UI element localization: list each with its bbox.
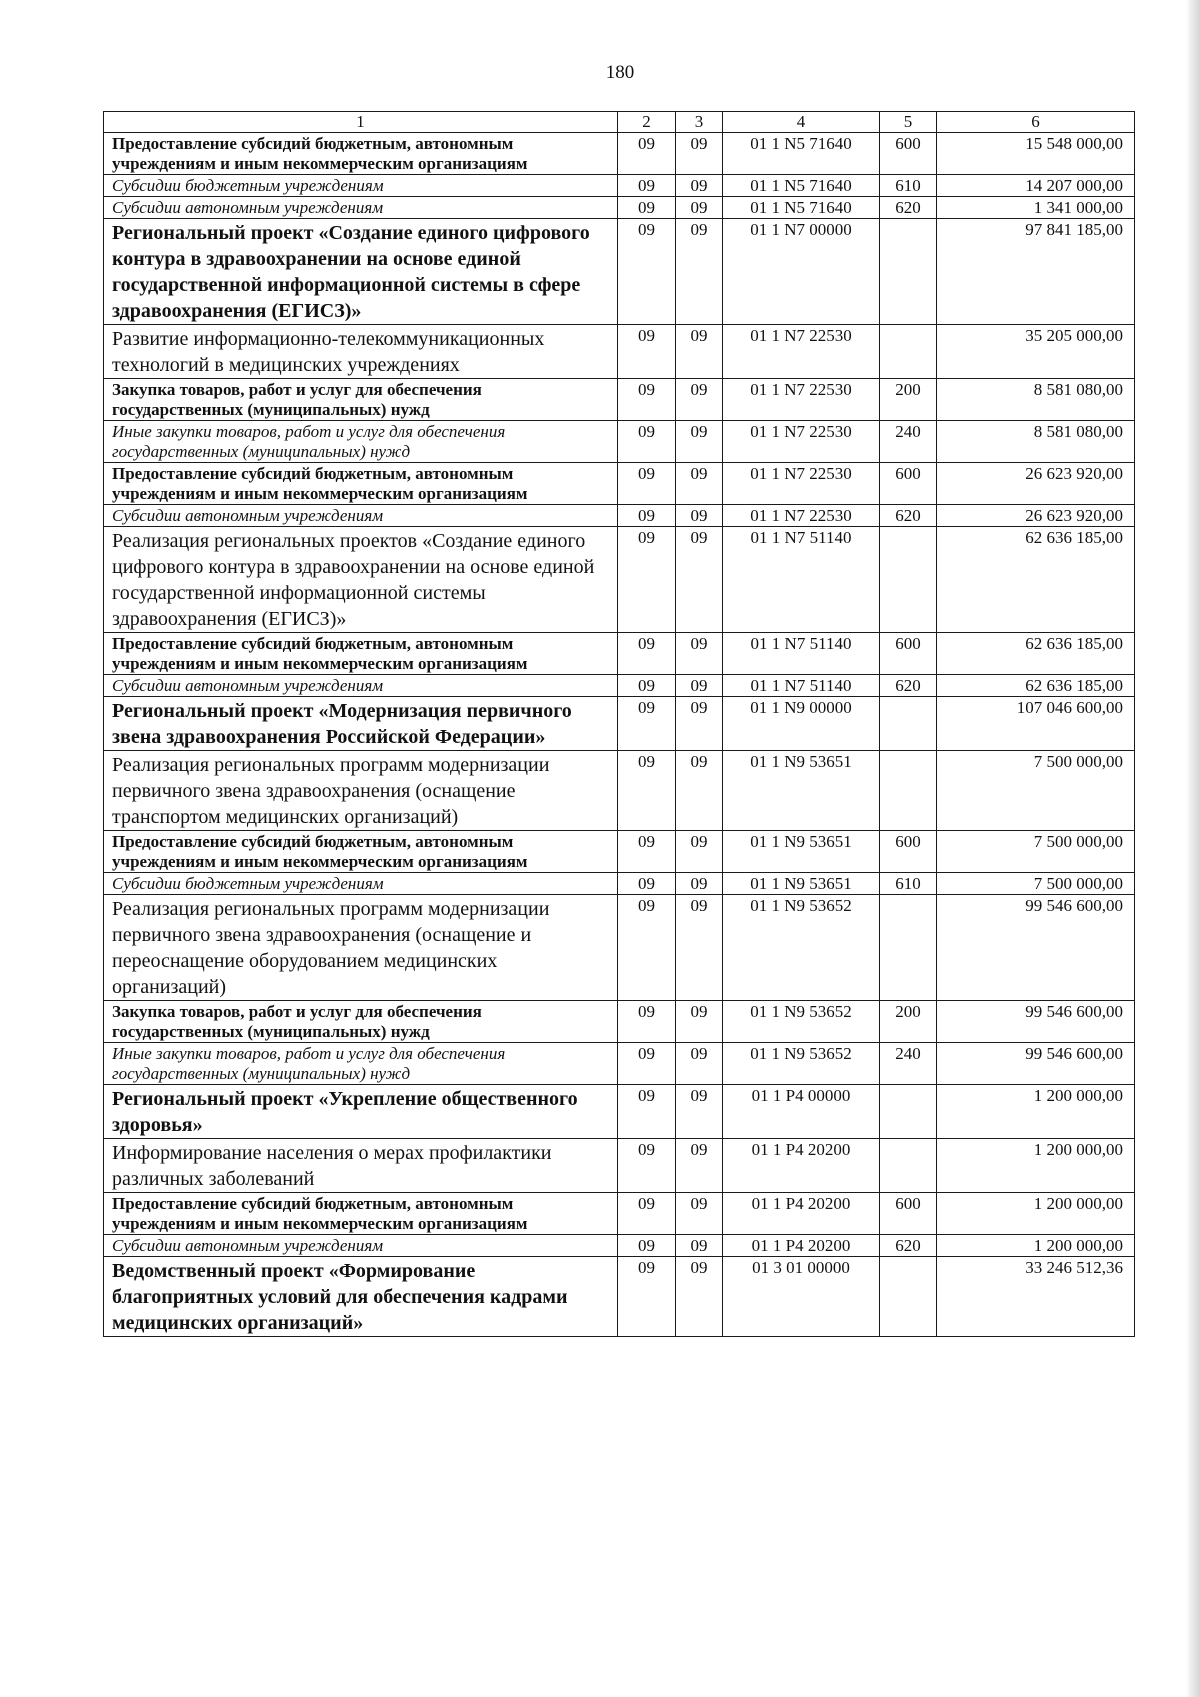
row-amount-cell: 1 200 000,00: [937, 1139, 1135, 1193]
row-subsection-cell: 09: [676, 697, 723, 751]
row-subsection-cell: 09: [676, 873, 723, 895]
row-subsection-cell: 09: [676, 421, 723, 463]
row-target-article-cell: 01 1 P4 20200: [723, 1193, 880, 1235]
row-subsection-cell: 09: [676, 219, 723, 325]
row-subsection-cell: 09: [676, 831, 723, 873]
row-section-cell: 09: [618, 325, 676, 379]
row-subsection-cell: 09: [676, 633, 723, 675]
row-amount-cell: 99 546 600,00: [937, 895, 1135, 1001]
table-body: [104, 112, 1135, 1337]
table-row: [104, 633, 1135, 675]
row-section-cell: 09: [618, 1235, 676, 1257]
row-target-article-cell: 01 3 01 00000: [723, 1257, 880, 1337]
row-amount-cell: 35 205 000,00: [937, 325, 1135, 379]
row-name-cell: Ведомственный проект «Формирование благоприятных условий для обеспечения кадрами медицинских организаций»: [104, 1257, 618, 1337]
row-name-cell: Предоставление субсидий бюджетным, автономным учреждениям и иным некоммерческим организациям: [104, 1193, 618, 1235]
row-target-article-cell: 01 1 N7 51140: [723, 527, 880, 633]
page-number: 180: [605, 62, 635, 83]
row-target-article-cell: 01 1 N9 53651: [723, 873, 880, 895]
table-row: [104, 1257, 1135, 1337]
row-amount-cell: 8 581 080,00: [937, 379, 1135, 421]
table-row: [104, 1193, 1135, 1235]
table-row: [104, 1001, 1135, 1043]
row-section-cell: 09: [618, 175, 676, 197]
row-target-article-cell: 01 1 N9 53652: [723, 1043, 880, 1085]
row-expense-type-cell: [880, 1139, 937, 1193]
row-section-cell: 09: [618, 633, 676, 675]
row-subsection-cell: 09: [676, 1043, 723, 1085]
row-expense-type-cell: [880, 751, 937, 831]
row-amount-cell: 7 500 000,00: [937, 751, 1135, 831]
row-name-cell: Развитие информационно-телекоммуникационных технологий в медицинских учреждениях: [104, 325, 618, 379]
row-section-cell: 09: [618, 219, 676, 325]
table-row: [104, 831, 1135, 873]
row-subsection-cell: 09: [676, 1139, 723, 1193]
row-amount-cell: 14 207 000,00: [937, 175, 1135, 197]
row-expense-type-cell: [880, 895, 937, 1001]
row-section-cell: 09: [618, 505, 676, 527]
row-amount-cell: 15 548 000,00: [937, 133, 1135, 175]
table-row: [104, 133, 1135, 175]
row-section-cell: 09: [618, 1001, 676, 1043]
table-row: [104, 873, 1135, 895]
row-amount-cell: 62 636 185,00: [937, 633, 1135, 675]
row-expense-type-cell: 620: [880, 1235, 937, 1257]
row-section-cell: 09: [618, 1085, 676, 1139]
row-name-cell: Реализация региональных программ модернизации первичного звена здравоохранения (оснащение и переоснащение оборудованием медицинских организаций): [104, 895, 618, 1001]
row-section-cell: 09: [618, 873, 676, 895]
row-target-article-cell: 01 1 N7 00000: [723, 219, 880, 325]
row-expense-type-cell: 240: [880, 1043, 937, 1085]
table-row: [104, 697, 1135, 751]
row-name-cell: Реализация региональных проектов «Создание единого цифрового контура в здравоохранении на основе единой государственной информационной системы здравоохранения (ЕГИСЗ)»: [104, 527, 618, 633]
row-name-cell: Информирование населения о мерах профилактики различных заболеваний: [104, 1139, 618, 1193]
column-header-1: 1: [104, 112, 618, 133]
table-row: [104, 379, 1135, 421]
row-target-article-cell: 01 1 N9 53651: [723, 831, 880, 873]
table-row: [104, 1085, 1135, 1139]
row-section-cell: 09: [618, 133, 676, 175]
row-target-article-cell: 01 1 N9 53651: [723, 751, 880, 831]
row-expense-type-cell: 600: [880, 1193, 937, 1235]
row-expense-type-cell: 610: [880, 175, 937, 197]
row-section-cell: 09: [618, 751, 676, 831]
row-amount-cell: 8 581 080,00: [937, 421, 1135, 463]
table-row: [104, 175, 1135, 197]
row-expense-type-cell: 200: [880, 379, 937, 421]
row-expense-type-cell: [880, 219, 937, 325]
row-name-cell: Региональный проект «Модернизация первичного звена здравоохранения Российской Федерации»: [104, 697, 618, 751]
row-subsection-cell: 09: [676, 1085, 723, 1139]
row-amount-cell: 1 200 000,00: [937, 1193, 1135, 1235]
row-name-cell: Закупка товаров, работ и услуг для обеспечения государственных (муниципальных) нужд: [104, 379, 618, 421]
row-expense-type-cell: [880, 527, 937, 633]
row-expense-type-cell: 620: [880, 675, 937, 697]
row-amount-cell: 99 546 600,00: [937, 1001, 1135, 1043]
row-target-article-cell: 01 1 N5 71640: [723, 197, 880, 219]
table-row: [104, 463, 1135, 505]
row-section-cell: 09: [618, 527, 676, 633]
row-section-cell: 09: [618, 197, 676, 219]
row-target-article-cell: 01 1 N7 51140: [723, 633, 880, 675]
row-name-cell: Предоставление субсидий бюджетным, автономным учреждениям и иным некоммерческим организациям: [104, 463, 618, 505]
row-section-cell: 09: [618, 1257, 676, 1337]
row-amount-cell: 62 636 185,00: [937, 675, 1135, 697]
row-name-cell: Реализация региональных программ модернизации первичного звена здравоохранения (оснащение транспортом медицинских организаций): [104, 751, 618, 831]
row-subsection-cell: 09: [676, 527, 723, 633]
row-name-cell: Иные закупки товаров, работ и услуг для обеспечения государственных (муниципальных) нужд: [104, 421, 618, 463]
row-expense-type-cell: 620: [880, 197, 937, 219]
row-subsection-cell: 09: [676, 1235, 723, 1257]
row-expense-type-cell: [880, 697, 937, 751]
row-amount-cell: 107 046 600,00: [937, 697, 1135, 751]
row-name-cell: Субсидии автономным учреждениям: [104, 675, 618, 697]
row-section-cell: 09: [618, 697, 676, 751]
row-amount-cell: 99 546 600,00: [937, 1043, 1135, 1085]
row-subsection-cell: 09: [676, 325, 723, 379]
row-name-cell: Субсидии автономным учреждениям: [104, 1235, 618, 1257]
row-amount-cell: 26 623 920,00: [937, 505, 1135, 527]
row-amount-cell: 62 636 185,00: [937, 527, 1135, 633]
row-target-article-cell: 01 1 N9 53652: [723, 1001, 880, 1043]
column-header-5: 5: [880, 112, 937, 133]
table-row: [104, 325, 1135, 379]
table-row: [104, 527, 1135, 633]
table-row: [104, 895, 1135, 1001]
row-name-cell: Региональный проект «Укрепление общественного здоровья»: [104, 1085, 618, 1139]
table-row: [104, 1139, 1135, 1193]
table-row: [104, 1235, 1135, 1257]
row-expense-type-cell: [880, 1085, 937, 1139]
row-section-cell: 09: [618, 421, 676, 463]
row-name-cell: Предоставление субсидий бюджетным, автономным учреждениям и иным некоммерческим организациям: [104, 633, 618, 675]
row-expense-type-cell: 620: [880, 505, 937, 527]
row-name-cell: Региональный проект «Создание единого цифрового контура в здравоохранении на основе единой государственной информационной системы в сфере здравоохранения (ЕГИСЗ)»: [104, 219, 618, 325]
column-header-2: 2: [618, 112, 676, 133]
table-row: [104, 219, 1135, 325]
row-target-article-cell: 01 1 N7 22530: [723, 325, 880, 379]
row-target-article-cell: 01 1 N7 51140: [723, 675, 880, 697]
row-name-cell: Закупка товаров, работ и услуг для обеспечения государственных (муниципальных) нужд: [104, 1001, 618, 1043]
row-target-article-cell: 01 1 P4 20200: [723, 1235, 880, 1257]
table-row: [104, 675, 1135, 697]
row-subsection-cell: 09: [676, 133, 723, 175]
table-header-row: [104, 112, 1135, 133]
row-subsection-cell: 09: [676, 463, 723, 505]
row-section-cell: 09: [618, 675, 676, 697]
row-target-article-cell: 01 1 N9 00000: [723, 697, 880, 751]
row-expense-type-cell: 600: [880, 133, 937, 175]
row-name-cell: Предоставление субсидий бюджетным, автономным учреждениям и иным некоммерческим организациям: [104, 831, 618, 873]
budget-table: [103, 111, 1135, 1337]
row-amount-cell: 1 341 000,00: [937, 197, 1135, 219]
row-target-article-cell: 01 1 N9 53652: [723, 895, 880, 1001]
row-target-article-cell: 01 1 P4 00000: [723, 1085, 880, 1139]
scan-page-edge: [1186, 0, 1200, 1697]
row-subsection-cell: 09: [676, 1001, 723, 1043]
row-target-article-cell: 01 1 N5 71640: [723, 133, 880, 175]
row-amount-cell: 7 500 000,00: [937, 873, 1135, 895]
column-header-3: 3: [676, 112, 723, 133]
row-expense-type-cell: 600: [880, 633, 937, 675]
row-section-cell: 09: [618, 1139, 676, 1193]
table-row: [104, 197, 1135, 219]
row-target-article-cell: 01 1 P4 20200: [723, 1139, 880, 1193]
row-target-article-cell: 01 1 N7 22530: [723, 463, 880, 505]
row-subsection-cell: 09: [676, 895, 723, 1001]
row-target-article-cell: 01 1 N7 22530: [723, 379, 880, 421]
row-subsection-cell: 09: [676, 197, 723, 219]
row-name-cell: Субсидии бюджетным учреждениям: [104, 175, 618, 197]
row-expense-type-cell: [880, 325, 937, 379]
row-subsection-cell: 09: [676, 1257, 723, 1337]
table-row: [104, 1043, 1135, 1085]
row-name-cell: Иные закупки товаров, работ и услуг для обеспечения государственных (муниципальных) нужд: [104, 1043, 618, 1085]
row-subsection-cell: 09: [676, 675, 723, 697]
row-section-cell: 09: [618, 379, 676, 421]
row-amount-cell: 1 200 000,00: [937, 1085, 1135, 1139]
row-expense-type-cell: 240: [880, 421, 937, 463]
row-subsection-cell: 09: [676, 175, 723, 197]
row-subsection-cell: 09: [676, 505, 723, 527]
row-section-cell: 09: [618, 831, 676, 873]
row-expense-type-cell: 200: [880, 1001, 937, 1043]
row-amount-cell: 97 841 185,00: [937, 219, 1135, 325]
table-row: [104, 421, 1135, 463]
row-amount-cell: 1 200 000,00: [937, 1235, 1135, 1257]
row-amount-cell: 33 246 512,36: [937, 1257, 1135, 1337]
row-name-cell: Субсидии автономным учреждениям: [104, 505, 618, 527]
row-target-article-cell: 01 1 N5 71640: [723, 175, 880, 197]
row-expense-type-cell: 600: [880, 831, 937, 873]
table-row: [104, 505, 1135, 527]
row-target-article-cell: 01 1 N7 22530: [723, 421, 880, 463]
row-expense-type-cell: 600: [880, 463, 937, 505]
row-name-cell: Субсидии бюджетным учреждениям: [104, 873, 618, 895]
table-row: [104, 751, 1135, 831]
row-section-cell: 09: [618, 463, 676, 505]
row-section-cell: 09: [618, 895, 676, 1001]
row-section-cell: 09: [618, 1193, 676, 1235]
row-section-cell: 09: [618, 1043, 676, 1085]
column-header-4: 4: [723, 112, 880, 133]
row-subsection-cell: 09: [676, 379, 723, 421]
column-header-6: 6: [937, 112, 1135, 133]
row-expense-type-cell: 610: [880, 873, 937, 895]
row-name-cell: Предоставление субсидий бюджетным, автономным учреждениям и иным некоммерческим организациям: [104, 133, 618, 175]
row-name-cell: Субсидии автономным учреждениям: [104, 197, 618, 219]
row-expense-type-cell: [880, 1257, 937, 1337]
row-subsection-cell: 09: [676, 1193, 723, 1235]
row-amount-cell: 26 623 920,00: [937, 463, 1135, 505]
row-target-article-cell: 01 1 N7 22530: [723, 505, 880, 527]
row-amount-cell: 7 500 000,00: [937, 831, 1135, 873]
row-subsection-cell: 09: [676, 751, 723, 831]
